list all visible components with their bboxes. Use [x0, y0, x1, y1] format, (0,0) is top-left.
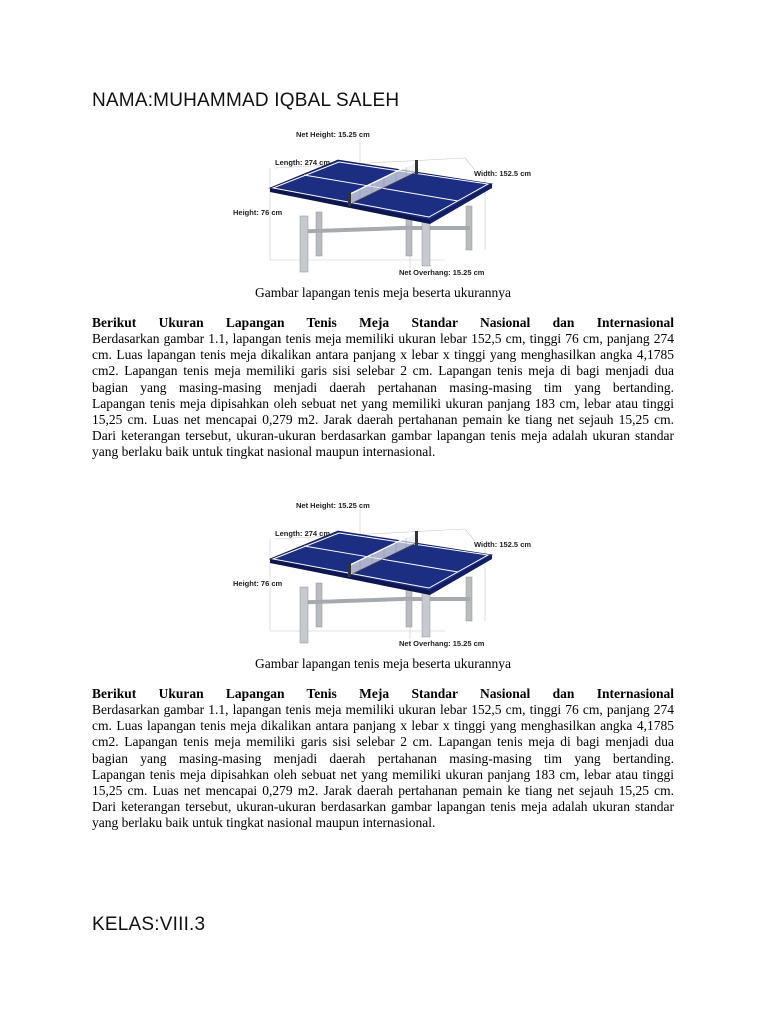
net-overhang-label: Net Overhang: 15.25 cm: [399, 639, 485, 648]
paragraph-net: Lapangan tenis meja dipisahkan oleh sebuat net yang memiliki ukuran panjang 183 cm, lebar atau tinggi 15,25 cm. Luas net mencapai 0,279 m2. Jarak daerah pertahanan pemain ke tiang net sejauh 15,25 cm.: [92, 395, 674, 428]
width-label: Width: 152.5 cm: [474, 169, 532, 178]
table-tennis-figure: [92, 499, 674, 649]
paragraph-conclusion: Dari keterangan tersebut, ukuran-ukuran berdasarkan gambar lapangan tenis meja adalah ukuran standar yang berlaku baik untuk tingkat nasional maupun internasional.: [92, 428, 674, 460]
net-overhang-label: Net Overhang: 15.25 cm: [399, 268, 485, 277]
length-label: Length: 274 cm: [275, 529, 331, 538]
paragraph-dimensions: Berdasarkan gambar 1.1, lapangan tenis meja memiliki ukuran lebar 152,5 cm, tinggi 76 cm, panjang 274 cm. Luas lapangan tenis meja dikalikan antara panjang x lebar x tinggi yang menghasilkan angka 4,1785 cm2. Lapangan tenis meja memiliki garis sisi selebar 2 cm. Lapangan tenis meja di bagi menjadi dua bagian yang masing-masing menjadi daerah pertahanan masing-masing tim yang bertanding.: [92, 702, 674, 766]
table-tennis-table-illustration: [230, 499, 550, 649]
student-class-heading: KELAS:VIII.3: [92, 914, 206, 935]
paragraph-conclusion: Dari keterangan tersebut, ukuran-ukuran berdasarkan gambar lapangan tenis meja adalah ukuran standar yang berlaku baik untuk tingkat nasional maupun internasional.: [92, 799, 674, 831]
student-name-heading: NAMA:MUHAMMAD IQBAL SALEH: [92, 90, 400, 111]
figure-caption: Gambar lapangan tenis meja beserta ukurannya: [254, 656, 512, 671]
article-title: Berikut Ukuran Lapangan Tenis Meja Standar Nasional dan Internasional: [92, 686, 674, 701]
height-label: Height: 76 cm: [233, 208, 283, 217]
table-tennis-figure: [92, 128, 674, 278]
content-section-1: [92, 128, 674, 461]
paragraph-dimensions: Berdasarkan gambar 1.1, lapangan tenis meja memiliki ukuran lebar 152,5 cm, tinggi 76 cm, panjang 274 cm. Luas lapangan tenis meja dikalikan antara panjang x lebar x tinggi yang menghasilkan angka 4,1785 cm2. Lapangan tenis meja memiliki garis sisi selebar 2 cm. Lapangan tenis meja di bagi menjadi dua bagian yang masing-masing menjadi daerah pertahanan masing-masing tim yang bertanding.: [92, 331, 674, 395]
length-label: Length: 274 cm: [275, 158, 331, 167]
paragraph-net: Lapangan tenis meja dipisahkan oleh sebuat net yang memiliki ukuran panjang 183 cm, lebar atau tinggi 15,25 cm. Luas net mencapai 0,279 m2. Jarak daerah pertahanan pemain ke tiang net sejauh 15,25 cm.: [92, 766, 674, 799]
height-label: Height: 76 cm: [233, 579, 283, 588]
content-section-2: [92, 499, 674, 832]
article-title: Berikut Ukuran Lapangan Tenis Meja Standar Nasional dan Internasional: [92, 315, 674, 330]
net-height-label: Net Height: 15.25 cm: [296, 130, 370, 139]
figure-caption: Gambar lapangan tenis meja beserta ukurannya: [254, 285, 512, 300]
net-height-label: Net Height: 15.25 cm: [296, 501, 370, 510]
table-tennis-table-illustration: [230, 128, 550, 278]
width-label: Width: 152.5 cm: [474, 540, 532, 549]
